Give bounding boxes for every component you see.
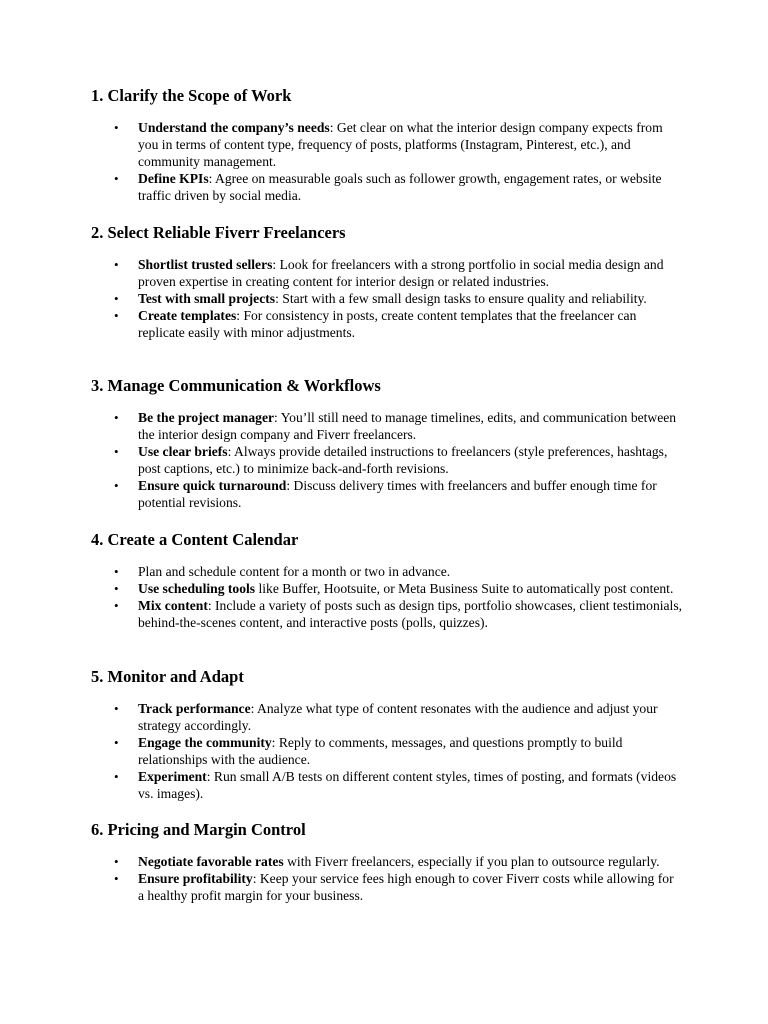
bullet-icon: •: [114, 477, 119, 493]
item-text: : Start with a few small design tasks to ensure quality and reliability.: [275, 290, 647, 306]
list-item: [91, 444, 683, 478]
bullet-list: [91, 257, 691, 342]
list-item: [91, 171, 683, 205]
list-item: [91, 581, 683, 598]
item-text: with Fiverr freelancers, especially if you plan to outsource regularly.: [283, 854, 660, 869]
list-item: [91, 120, 683, 171]
item-bold-lead: Understand the company’s needs: [138, 120, 330, 135]
bullet-icon: •: [114, 854, 119, 869]
item-text: : Include a variety of posts such as design tips, portfolio showcases, client testimonials, behind-the-scenes content, and interactive posts (polls, quizzes).: [138, 597, 683, 630]
section-1: [91, 86, 691, 205]
list-item: [91, 871, 683, 905]
item-text: : Look for freelancers with a strong portfolio in social media design and proven expertise in creating content for interior design or related industries.: [138, 257, 664, 289]
item-bold-lead: Use scheduling tools: [138, 580, 256, 596]
section-2: [91, 223, 691, 342]
section-heading: 3. Manage Communication & Workflows: [91, 376, 381, 395]
item-bold-lead: Define KPIs: [138, 170, 209, 186]
bullet-icon: •: [114, 580, 119, 596]
bullet-icon: •: [114, 870, 119, 886]
bullet-icon: •: [114, 120, 119, 135]
list-item: [91, 701, 683, 735]
bullet-icon: •: [114, 410, 119, 425]
item-text: : Always provide detailed instructions to freelancers (style preferences, hashtags, post captions, etc.) to minimize back-and-forth revisions.: [138, 443, 668, 476]
bullet-icon: •: [114, 597, 119, 613]
section-heading: 4. Create a Content Calendar: [91, 530, 299, 549]
list-item: [91, 564, 683, 581]
bullet-icon: •: [114, 307, 119, 323]
list-item: [91, 308, 683, 342]
list-item: [91, 291, 683, 308]
list-item: [91, 478, 683, 512]
section-3: [91, 376, 691, 511]
item-bold-lead: Experiment: [138, 768, 207, 784]
item-bold-lead: Test with small projects: [138, 290, 276, 306]
item-text: Plan and schedule content for a month or two in advance.: [138, 564, 451, 579]
bullet-list: [91, 410, 691, 511]
item-bold-lead: Be the project manager: [138, 410, 275, 425]
bullet-icon: •: [114, 701, 119, 716]
bullet-list: [91, 120, 691, 205]
item-bold-lead: Ensure profitability: [138, 870, 253, 886]
bullet-list: [91, 854, 691, 905]
bullet-icon: •: [114, 443, 119, 459]
item-text: : Reply to comments, messages, and questions promptly to build relationships with the audience.: [138, 734, 623, 767]
item-text: : You’ll still need to manage timelines, edits, and communication between the interior design company and Fiverr freelancers.: [138, 410, 677, 442]
section-heading: 2. Select Reliable Fiverr Freelancers: [91, 223, 346, 242]
item-bold-lead: Track performance: [138, 701, 251, 716]
bullet-icon: •: [114, 257, 119, 272]
item-bold-lead: Ensure quick turnaround: [138, 477, 287, 493]
list-item: [91, 854, 683, 871]
section-4: [91, 530, 691, 632]
item-text: like Buffer, Hootsuite, or Meta Business Suite to automatically post content.: [255, 580, 674, 596]
item-bold-lead: Create templates: [138, 307, 237, 323]
item-bold-lead: Use clear briefs: [138, 443, 228, 459]
item-bold-lead: Negotiate favorable rates: [138, 854, 284, 869]
bullet-list: [91, 701, 691, 802]
list-item: [91, 735, 683, 769]
list-item: [91, 257, 683, 291]
bullet-icon: •: [114, 734, 119, 750]
section-6: [91, 820, 691, 905]
item-bold-lead: Shortlist trusted sellers: [138, 257, 273, 272]
bullet-icon: •: [114, 290, 119, 306]
list-item: [91, 598, 683, 632]
item-bold-lead: Mix content: [138, 597, 208, 613]
list-item: [91, 410, 683, 444]
bullet-icon: •: [114, 564, 119, 579]
item-text: : Get clear on what the interior design company expects from you in terms of content type, frequency of posts, platforms (Instagram, Pinterest, etc.), and community management.: [138, 120, 663, 169]
section-heading: 6. Pricing and Margin Control: [91, 820, 306, 839]
section-heading: 1. Clarify the Scope of Work: [91, 86, 292, 105]
section-5: [91, 667, 691, 802]
item-bold-lead: Engage the community: [138, 734, 272, 750]
item-text: : Analyze what type of content resonates with the audience and adjust your strategy accordingly.: [138, 701, 658, 733]
list-item: [91, 769, 683, 803]
item-text: : Keep your service fees high enough to cover Fiverr costs while allowing for a healthy profit margin for your business.: [138, 870, 674, 903]
bullet-list: [91, 564, 691, 632]
item-text: : For consistency in posts, create content templates that the freelancer can replicate easily with minor adjustments.: [138, 307, 637, 340]
section-heading: 5. Monitor and Adapt: [91, 667, 244, 686]
item-text: : Run small A/B tests on different content styles, times of posting, and formats (videos vs. images).: [138, 768, 677, 801]
bullet-icon: •: [114, 170, 119, 186]
item-text: : Agree on measurable goals such as follower growth, engagement rates, or website traffic driven by social media.: [138, 170, 662, 203]
bullet-icon: •: [114, 768, 119, 784]
item-text: : Discuss delivery times with freelancers and buffer enough time for potential revisions.: [138, 477, 657, 510]
